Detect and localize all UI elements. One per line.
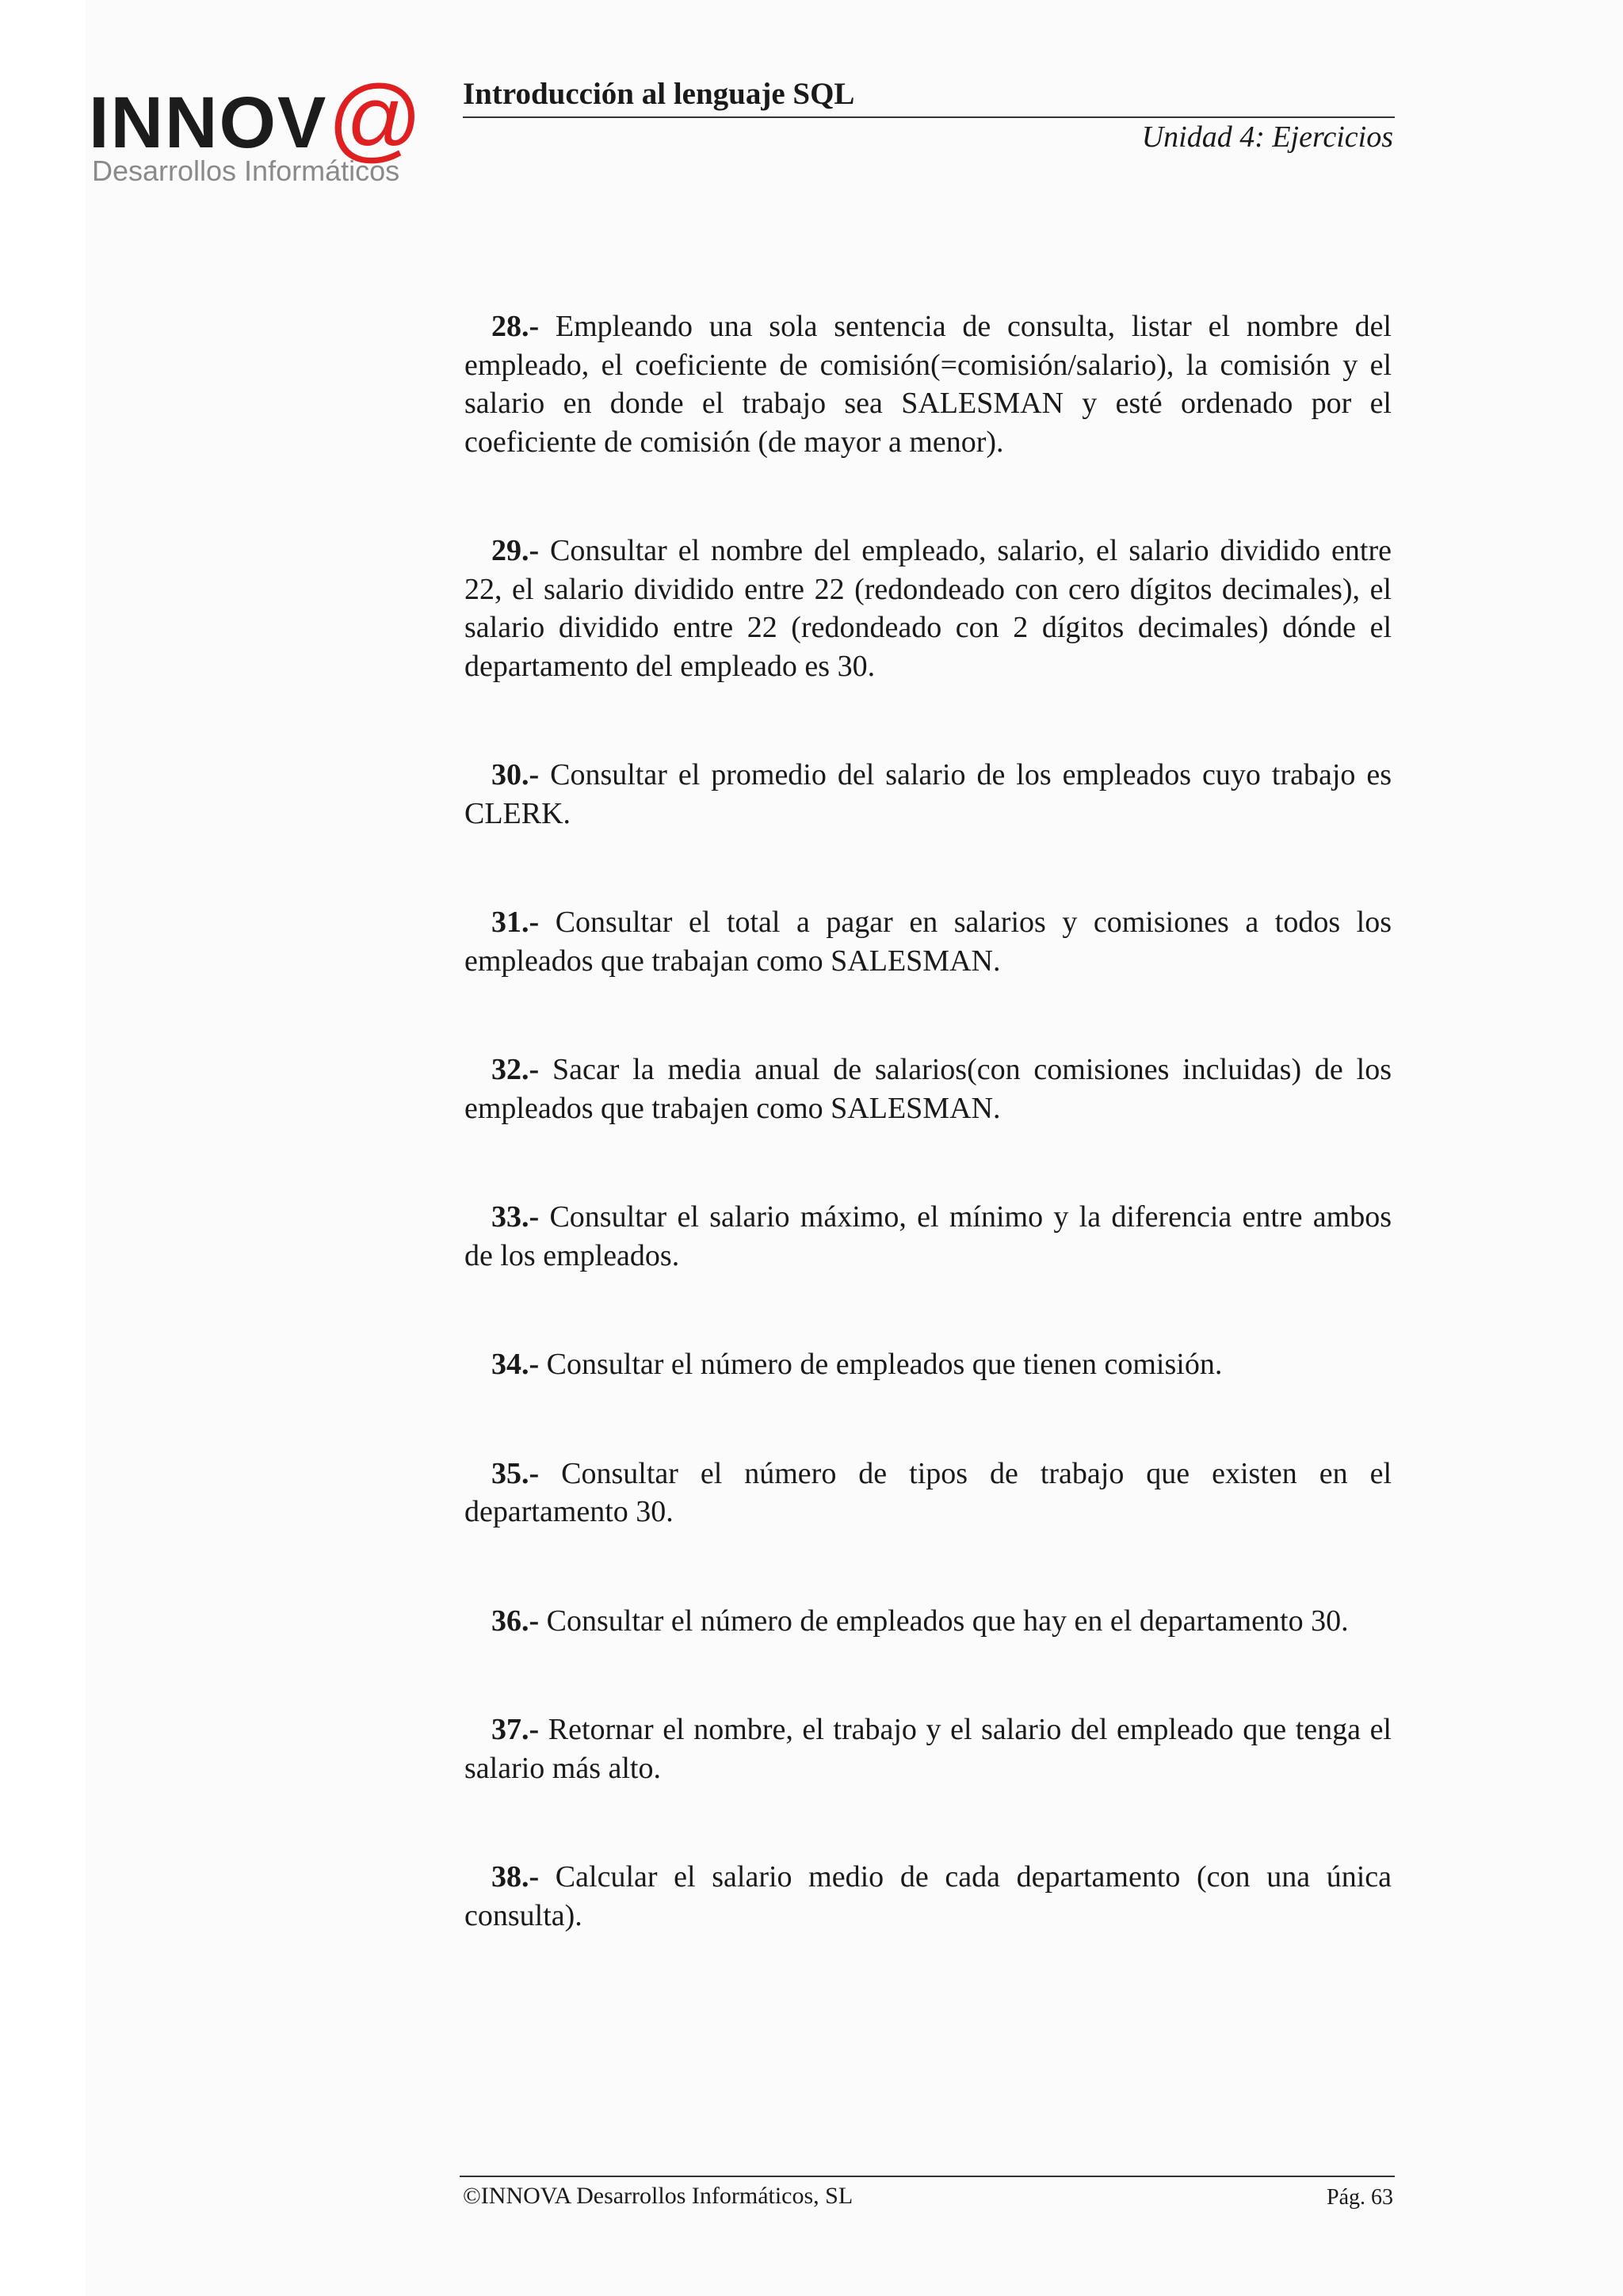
exercise-text: Consultar el salario máximo, el mínimo y la diferencia entre ambos de los empleados. xyxy=(464,1200,1392,1272)
logo-wordmark: INNOV@ xyxy=(89,67,425,171)
company-logo xyxy=(89,67,461,195)
exercise-number: 30.- xyxy=(491,758,540,791)
exercise-number: 32.- xyxy=(491,1053,540,1086)
exercise-number: 28.- xyxy=(491,310,540,343)
exercise-item xyxy=(464,1858,1392,1935)
exercise-item xyxy=(464,1602,1392,1641)
unit-title: Unidad 4: Ejercicios xyxy=(1141,120,1393,154)
footer-copyright: ©INNOVA Desarrollos Informáticos, SL xyxy=(463,2183,854,2209)
exercise-text: Consultar el número de tipos de trabajo que existen en el departamento 30. xyxy=(464,1456,1392,1528)
exercise-item xyxy=(464,1198,1392,1275)
exercise-number: 29.- xyxy=(491,534,540,567)
exercise-text: Consultar el número de empleados que tienen comisión. xyxy=(539,1348,1223,1381)
exercise-item xyxy=(464,307,1392,461)
page-number: Pág. 63 xyxy=(1327,2185,1393,2210)
exercise-text: Retornar el nombre, el trabajo y el salario del empleado que tenga el salario más alto. xyxy=(464,1713,1392,1785)
document-title: Introducción al lenguaje SQL xyxy=(463,77,855,111)
exercise-number: 31.- xyxy=(491,906,540,939)
exercise-number: 37.- xyxy=(491,1713,540,1746)
exercise-text: Consultar el promedio del salario de los empleados cuyo trabajo es CLERK. xyxy=(464,758,1392,830)
exercise-text: Sacar la media anual de salarios(con comisiones incluidas) de los empleados que trabajen como SALESMAN. xyxy=(464,1053,1392,1125)
exercise-text: Consultar el nombre del empleado, salario, el salario dividido entre 22, el salario dividido entre 22 (redondeado con cero dígitos decimales), el salario dividido entre 22 (redondeado con 2 dígitos decimales) dónde el departamento del empleado es 30. xyxy=(464,534,1392,683)
exercise-item xyxy=(464,1711,1392,1787)
exercise-number: 33.- xyxy=(491,1200,540,1234)
exercise-text: Consultar el número de empleados que hay en el departamento 30. xyxy=(539,1604,1349,1638)
exercise-item xyxy=(464,756,1392,833)
exercise-item xyxy=(464,1345,1392,1384)
exercise-list xyxy=(464,307,1392,2005)
exercise-item xyxy=(464,903,1392,980)
exercise-number: 36.- xyxy=(491,1604,540,1638)
header-divider xyxy=(463,116,1395,118)
exercise-number: 34.- xyxy=(491,1348,540,1381)
exercise-text: Empleando una sola sentencia de consulta, listar el nombre del empleado, el coeficiente de comisión(=comisión/salario), la comisión y el salario en donde el trabajo sea SALESMAN y esté ordenado por el coeficiente de comisión (de mayor a menor). xyxy=(464,310,1392,459)
exercise-number: 38.- xyxy=(491,1860,540,1894)
exercise-text: Calcular el salario medio de cada departamento (con una única consulta). xyxy=(464,1860,1392,1932)
footer-divider xyxy=(460,2176,1395,2177)
exercise-text: Consultar el total a pagar en salarios y comisiones a todos los empleados que trabajan como SALESMAN. xyxy=(464,906,1392,978)
exercise-item xyxy=(464,1455,1392,1531)
exercise-item xyxy=(464,1051,1392,1127)
exercise-item xyxy=(464,532,1392,685)
logo-subtitle: Desarrollos Informáticos xyxy=(92,154,400,187)
exercise-number: 35.- xyxy=(491,1456,540,1490)
